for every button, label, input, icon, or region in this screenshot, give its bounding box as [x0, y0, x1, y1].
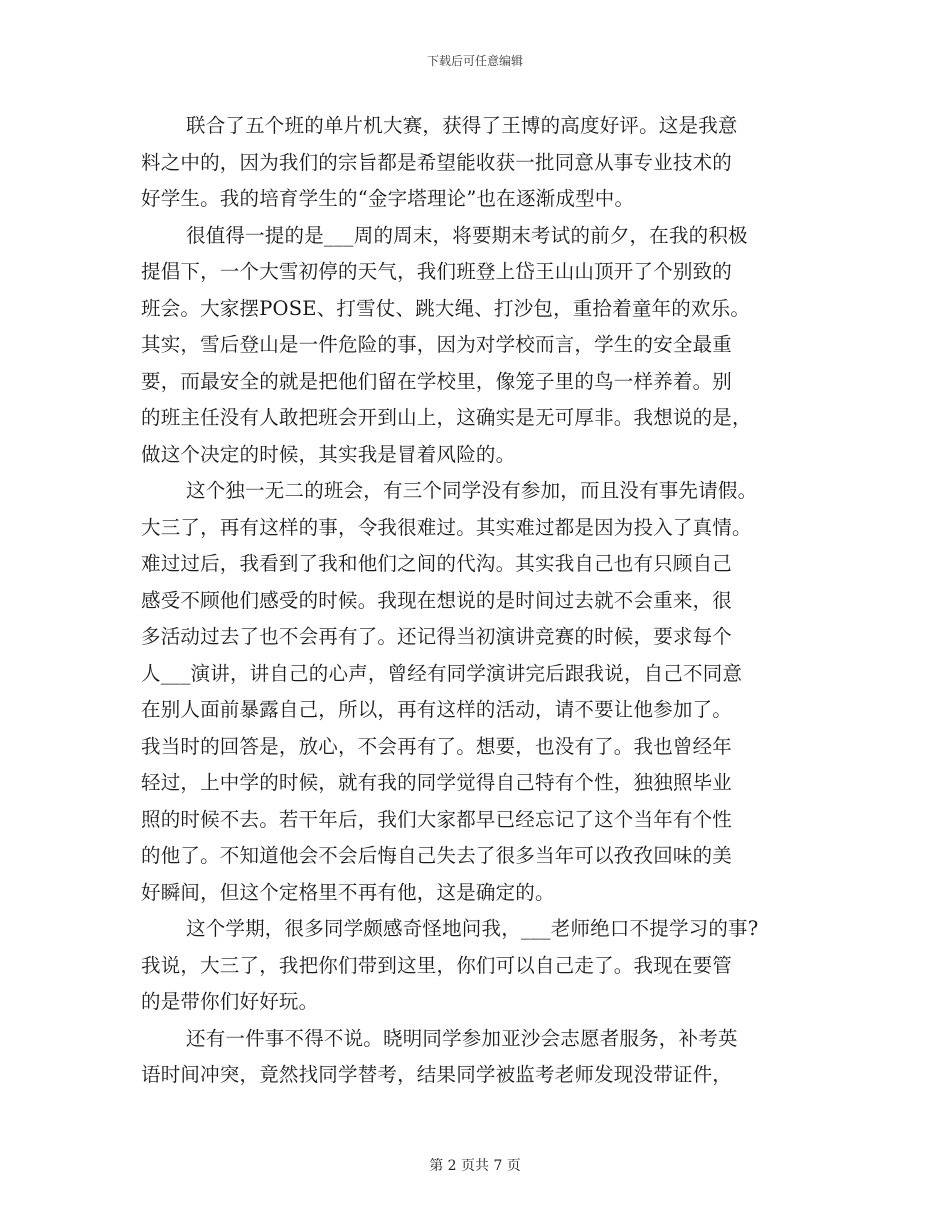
- page-header-note: 下载后可任意编辑: [426, 54, 523, 68]
- page-number-footer: 第 2 页共 7 页: [429, 1158, 521, 1174]
- text-line: 照的时候不去。若干年后，我们大家都早已经忘记了这个当年有个性: [141, 807, 733, 831]
- document-body: [141, 108, 806, 1094]
- text-line: 我当时的回答是，放心，不会再有了。想要，也没有了。我也曾经年: [141, 734, 733, 758]
- text-line: 大三了，再有这样的事，令我很难过。其实难过都是因为投入了真情。: [141, 515, 752, 539]
- text-line: 的是带你们好好玩。: [141, 990, 319, 1013]
- text-line: 难过过后，我看到了我和他们之间的代沟。其实我自己也有只顾自己: [141, 552, 733, 575]
- text-line: 要，而最安全的就是把他们留在学校里，像笼子里的鸟一样养着。别: [141, 369, 733, 393]
- text-line: 轻过，上中学的时候，就有我的同学觉得自己特有个性，独独照毕业: [141, 771, 733, 794]
- paragraph-first-line: 联合了五个班的单片机大赛，获得了王博的高度好评。这是我意: [186, 114, 738, 137]
- paragraph-first-line: 这个独一无二的班会，有三个同学没有参加，而且没有事先请假。: [186, 479, 758, 502]
- text-line: 其实，雪后登山是一件危险的事，因为对学校而言，学生的安全最重: [141, 333, 733, 356]
- text-line: 在别人面前暴露自己，所以，再有这样的活动，请不要让他参加了。: [141, 698, 733, 721]
- paragraph-first-line: 很值得一提的是___周的周末，将要期末考试的前夕，在我的积极: [186, 223, 748, 247]
- text-line: 感受不顾他们感受的时候。我现在想说的是时间过去就不会重来，很: [141, 588, 733, 612]
- text-line: 班会。大家摆POSE、打雪仗、跳大绳、打沙包，重拾着童年的欢乐。: [141, 296, 751, 320]
- text-line: 提倡下，一个大雪初停的天气，我们班登上岱王山山顶开了个别致的: [141, 260, 733, 283]
- text-line: 的他了。不知道他会不会后悔自己失去了很多当年可以孜孜回味的美: [141, 844, 733, 867]
- text-line: 人___演讲，讲自己的心声，曾经有同学演讲完后跟我说，自己不同意: [141, 661, 743, 685]
- text-line: 做这个决定的时候，其实我是冒着风险的。: [141, 442, 516, 466]
- paragraph-first-line: 还有一件事不得不说。晓明同学参加亚沙会志愿者服务，补考英: [186, 1026, 738, 1050]
- text-line: 好学生。我的培育学生的“金字塔理论”也在逐渐成型中。: [141, 187, 635, 210]
- text-line: 多活动过去了也不会再有了。还记得当初演讲竞赛的时候，要求每个: [141, 625, 733, 648]
- text-line: 料之中的，因为我们的宗旨都是希望能收获一批同意从事专业技术的: [141, 150, 733, 174]
- text-line: 的班主任没有人敢把班会开到山上，这确实是无可厚非。我想说的是，: [141, 406, 752, 429]
- text-line: 语时间冲突，竟然找同学替考，结果同学被监考老师发现没带证件，: [141, 1063, 733, 1086]
- text-line: 我说，大三了，我把你们带到这里，你们可以自己走了。我现在要管: [141, 953, 733, 977]
- text-line: 好瞬间，但这个定格里不再有他，这是确定的。: [141, 880, 555, 904]
- paragraph-first-line: 这个学期，很多同学颇感奇怪地问我，___老师绝口不提学习的事?: [186, 917, 759, 940]
